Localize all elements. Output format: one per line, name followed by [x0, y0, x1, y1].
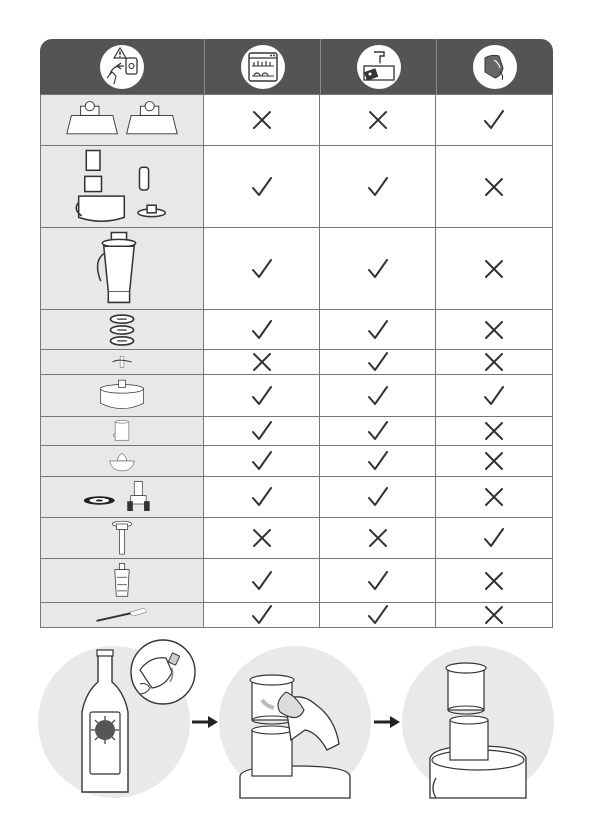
part-cell	[40, 518, 204, 558]
table-row	[40, 559, 553, 603]
clean-jug-on-base-icon	[402, 646, 554, 798]
mini-bowl-icon	[108, 420, 136, 443]
check-mark-icon	[367, 486, 389, 508]
mark-cell-tap-wash	[320, 518, 436, 558]
cloth-wipe-icon	[472, 44, 518, 90]
header-cell-dishwasher	[204, 39, 320, 94]
table-row	[40, 477, 553, 518]
mark-cell-wipe	[436, 446, 553, 476]
spatula-icon	[94, 606, 151, 625]
check-mark-icon	[251, 176, 273, 198]
motor-base-icon	[62, 97, 182, 143]
mark-cell-wipe	[436, 603, 553, 627]
header-cell-wipe	[436, 39, 553, 94]
table-row	[40, 417, 553, 446]
table-row	[40, 310, 553, 350]
mark-cell-wipe	[436, 477, 553, 517]
bowl-and-pusher-icon	[73, 149, 172, 225]
cleaning-table	[40, 39, 553, 628]
cross-mark-icon	[367, 109, 389, 131]
cross-mark-icon	[483, 258, 505, 280]
mark-cell-dishwasher	[204, 310, 320, 349]
dishwasher-icon	[240, 44, 286, 90]
table-row	[40, 375, 553, 417]
header-cell-tap	[320, 39, 436, 94]
emulsifying-disc-icon	[82, 480, 163, 515]
mark-cell-dishwasher	[204, 446, 320, 476]
table-row	[40, 94, 553, 146]
mark-cell-dishwasher	[204, 477, 320, 517]
part-cell	[40, 446, 204, 476]
check-mark-icon	[251, 420, 273, 442]
check-mark-icon	[367, 570, 389, 592]
cross-mark-icon	[251, 527, 273, 549]
mark-cell-tap-wash	[320, 228, 436, 309]
tap-wash-icon	[356, 44, 402, 90]
mark-cell-dishwasher	[204, 146, 320, 227]
check-mark-icon	[367, 176, 389, 198]
table-row	[40, 350, 553, 375]
check-mark-icon	[483, 527, 505, 549]
check-mark-icon	[367, 420, 389, 442]
mark-cell-tap-wash	[320, 310, 436, 349]
cross-mark-icon	[483, 420, 505, 442]
mark-cell-wipe	[436, 375, 553, 416]
part-cell	[40, 603, 204, 627]
mark-cell-tap-wash	[320, 603, 436, 627]
check-mark-icon	[483, 385, 505, 407]
part-cell	[40, 375, 204, 416]
dicing-kit-icon	[97, 378, 147, 414]
mark-cell-wipe	[436, 146, 553, 227]
mark-cell-tap-wash	[320, 446, 436, 476]
mark-cell-dishwasher	[204, 417, 320, 445]
check-mark-icon	[367, 258, 389, 280]
part-cell	[40, 350, 204, 374]
check-mark-icon	[251, 604, 273, 626]
unplug-warning-icon	[99, 44, 145, 90]
mark-cell-dishwasher	[204, 350, 320, 374]
mark-cell-dishwasher	[204, 375, 320, 416]
arrow-icon	[374, 716, 400, 728]
cross-mark-icon	[483, 319, 505, 341]
check-mark-icon	[251, 450, 273, 472]
part-cell	[40, 559, 204, 602]
whisk-icon	[109, 562, 136, 600]
part-cell	[40, 310, 204, 349]
check-mark-icon	[251, 385, 273, 407]
mark-cell-tap-wash	[320, 375, 436, 416]
mark-cell-wipe	[436, 95, 553, 145]
table-row	[40, 146, 553, 228]
blender-jug-icon	[92, 231, 153, 307]
check-mark-icon	[367, 385, 389, 407]
check-mark-icon	[367, 319, 389, 341]
check-mark-icon	[251, 258, 273, 280]
mark-cell-wipe	[436, 228, 553, 309]
check-mark-icon	[251, 570, 273, 592]
arrow-icon	[192, 716, 218, 728]
cross-mark-icon	[483, 450, 505, 472]
check-mark-icon	[367, 604, 389, 626]
mark-cell-dishwasher	[204, 95, 320, 145]
mark-cell-wipe	[436, 559, 553, 602]
sunflower-oil-bottle-icon	[38, 640, 195, 798]
header-cell-warning	[40, 39, 204, 94]
table-row	[40, 518, 553, 559]
citrus-press-icon	[105, 449, 140, 474]
blade-icon	[109, 353, 136, 372]
part-cell	[40, 417, 204, 445]
cross-mark-icon	[483, 604, 505, 626]
part-cell	[40, 95, 204, 145]
cross-mark-icon	[483, 176, 505, 198]
cross-mark-icon	[251, 109, 273, 131]
drive-shaft-icon	[108, 521, 136, 556]
table-row	[40, 228, 553, 310]
cross-mark-icon	[483, 486, 505, 508]
mark-cell-tap-wash	[320, 350, 436, 374]
mark-cell-tap-wash	[320, 477, 436, 517]
mark-cell-dishwasher	[204, 603, 320, 627]
cross-mark-icon	[367, 527, 389, 549]
check-mark-icon	[483, 109, 505, 131]
mark-cell-dishwasher	[204, 228, 320, 309]
mark-cell-tap-wash	[320, 146, 436, 227]
table-header	[40, 39, 553, 94]
part-cell	[40, 477, 204, 517]
cross-mark-icon	[251, 351, 273, 373]
check-mark-icon	[251, 486, 273, 508]
check-mark-icon	[367, 450, 389, 472]
mark-cell-dishwasher	[204, 518, 320, 558]
mark-cell-dishwasher	[204, 559, 320, 602]
mark-cell-tap-wash	[320, 417, 436, 445]
slicing-discs-icon	[100, 313, 144, 347]
mark-cell-tap-wash	[320, 559, 436, 602]
part-cell	[40, 228, 204, 309]
mark-cell-wipe	[436, 518, 553, 558]
cross-mark-icon	[483, 570, 505, 592]
table-row	[40, 603, 553, 628]
part-cell	[40, 146, 204, 227]
check-mark-icon	[367, 351, 389, 373]
table-row	[40, 446, 553, 477]
mark-cell-wipe	[436, 417, 553, 445]
cross-mark-icon	[483, 351, 505, 373]
wipe-jug-with-oil-icon	[219, 646, 371, 798]
mark-cell-tap-wash	[320, 95, 436, 145]
mark-cell-wipe	[436, 310, 553, 349]
check-mark-icon	[251, 319, 273, 341]
mark-cell-wipe	[436, 350, 553, 374]
